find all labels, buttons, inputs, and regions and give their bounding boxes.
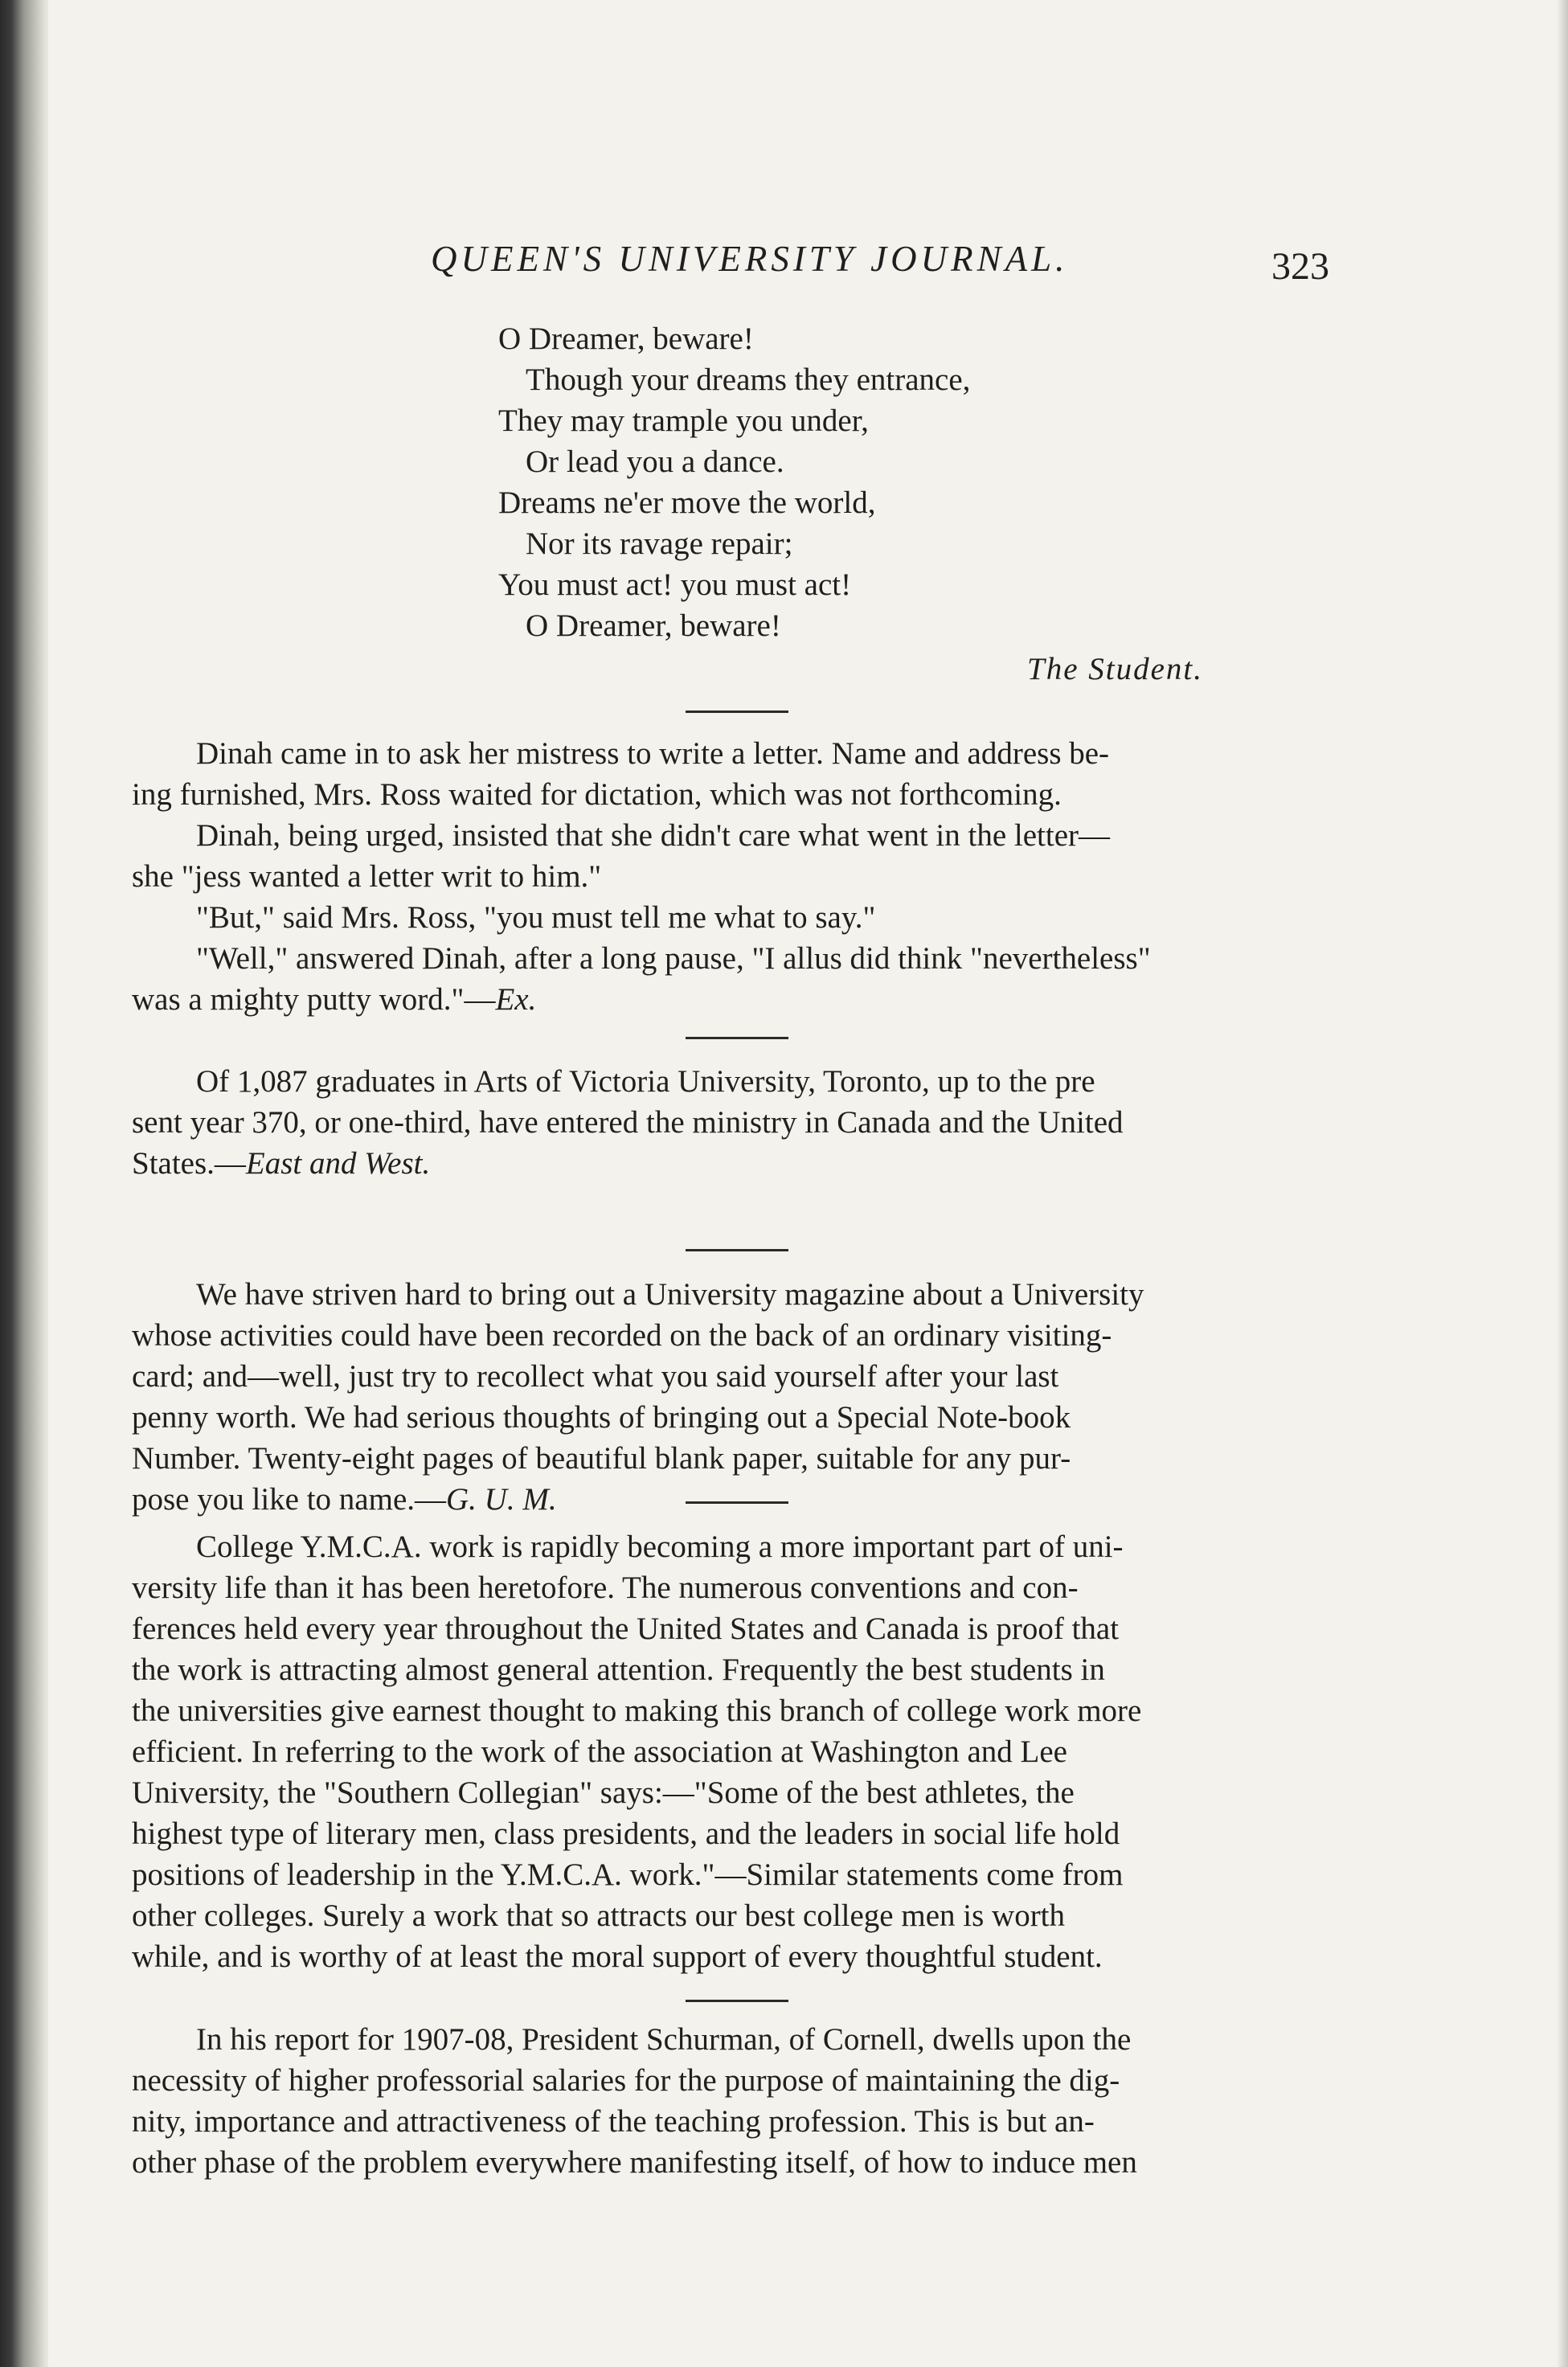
- poem-line: Or lead you a dance.: [526, 444, 784, 479]
- article-victoria: [132, 1061, 1337, 1184]
- book-spine-shadow: [0, 0, 48, 2367]
- text-line: penny worth. We had serious thoughts of bringing out a Special Note-book: [132, 1400, 1071, 1435]
- text-line: other phase of the problem everywhere manifesting itself, of how to induce men: [132, 2145, 1137, 2180]
- text-line: "Well," answered Dinah, after a long pause, "I allus did think "nevertheless": [196, 941, 1151, 976]
- article-cornell: [132, 2019, 1337, 2183]
- text-line: while, and is worthy of at least the moral support of every thoughtful student.: [132, 1939, 1103, 1974]
- text-line: sent year 370, or one-third, have entered the ministry in Canada and the United: [132, 1105, 1124, 1140]
- section-divider: [686, 1037, 788, 1039]
- poem-attribution: The Student.: [1027, 652, 1203, 686]
- text-line: [132, 1479, 1337, 1520]
- section-divider: [686, 1501, 788, 1504]
- source-citation: East and West.: [245, 1146, 431, 1181]
- text-line: other colleges. Surely a work that so attracts our best college men is worth: [132, 1898, 1066, 1933]
- text-fragment: was a mighty putty word."—: [132, 982, 496, 1017]
- article-ymca: [132, 1526, 1337, 1977]
- poem-line: O Dreamer, beware!: [526, 608, 781, 643]
- text-line: In his report for 1907-08, President Schurman, of Cornell, dwells upon the: [196, 2022, 1132, 2057]
- poem-line: Nor its ravage repair;: [526, 526, 793, 561]
- text-fragment: States.—: [132, 1146, 246, 1181]
- section-divider: [686, 1249, 788, 1251]
- text-line: ing furnished, Mrs. Ross waited for dictation, which was not forthcoming.: [132, 777, 1062, 812]
- text-line: ferences held every year throughout the United States and Canada is proof that: [132, 1611, 1120, 1646]
- text-line: the universities give earnest thought to making this branch of college work more: [132, 1693, 1142, 1728]
- running-title: QUEEN'S UNIVERSITY JOURNAL.: [431, 239, 1069, 279]
- poem-line: Dreams ne'er move the world,: [498, 485, 876, 520]
- text-line: card; and—well, just try to recollect what you said yourself after your last: [132, 1359, 1059, 1394]
- source-citation: G. U. M.: [446, 1482, 557, 1517]
- poem-line: You must act! you must act!: [498, 567, 852, 602]
- poem-line: O Dreamer, beware!: [498, 321, 754, 356]
- text-line: highest type of literary men, class presidents, and the leaders in social life hold: [132, 1816, 1120, 1851]
- text-line: Number. Twenty-eight pages of beautiful blank paper, suitable for any pur-: [132, 1441, 1071, 1476]
- source-citation: Ex.: [495, 982, 537, 1017]
- page-edge-shadow: [1557, 0, 1568, 2367]
- text-line: College Y.M.C.A. work is rapidly becoming a more important part of uni-: [196, 1530, 1124, 1564]
- section-divider: [686, 711, 788, 713]
- text-line: positions of leadership in the Y.M.C.A. work."—Similar statements come from: [132, 1857, 1124, 1892]
- text-line: [132, 979, 1337, 1020]
- page-header: [0, 238, 1568, 302]
- text-line: nity, importance and attractiveness of the teaching profession. This is but an-: [132, 2104, 1095, 2139]
- text-fragment: pose you like to name.—: [132, 1482, 447, 1517]
- page-number: 323: [1271, 245, 1329, 288]
- poem-line: Though your dreams they entrance,: [526, 362, 971, 397]
- poem-line: They may trample you under,: [498, 403, 869, 438]
- article-dinah: [132, 733, 1337, 1020]
- text-line: efficient. In referring to the work of the association at Washington and Lee: [132, 1734, 1067, 1769]
- text-line: necessity of higher professorial salaries for the purpose of maintaining the dig-: [132, 2063, 1120, 2098]
- text-line: University, the "Southern Collegian" says:—"Some of the best athletes, the: [132, 1775, 1075, 1810]
- text-line: We have striven hard to bring out a University magazine about a University: [196, 1277, 1144, 1312]
- text-line: versity life than it has been heretofore. The numerous conventions and con-: [132, 1570, 1079, 1605]
- text-line: she "jess wanted a letter writ to him.": [132, 859, 602, 894]
- text-line: Dinah, being urged, insisted that she didn't care what went in the letter—: [196, 818, 1111, 853]
- text-line: [132, 1143, 1337, 1184]
- text-line: "But," said Mrs. Ross, "you must tell me what to say.": [196, 900, 876, 935]
- section-divider: [686, 2000, 788, 2002]
- poem: [498, 318, 1382, 646]
- article-gum: [132, 1274, 1337, 1520]
- text-line: whose activities could have been recorded on the back of an ordinary visiting-: [132, 1318, 1112, 1353]
- text-line: Of 1,087 graduates in Arts of Victoria University, Toronto, up to the pre: [196, 1064, 1095, 1099]
- text-line: Dinah came in to ask her mistress to write a letter. Name and address be-: [196, 736, 1110, 771]
- text-line: the work is attracting almost general attention. Frequently the best students in: [132, 1652, 1105, 1687]
